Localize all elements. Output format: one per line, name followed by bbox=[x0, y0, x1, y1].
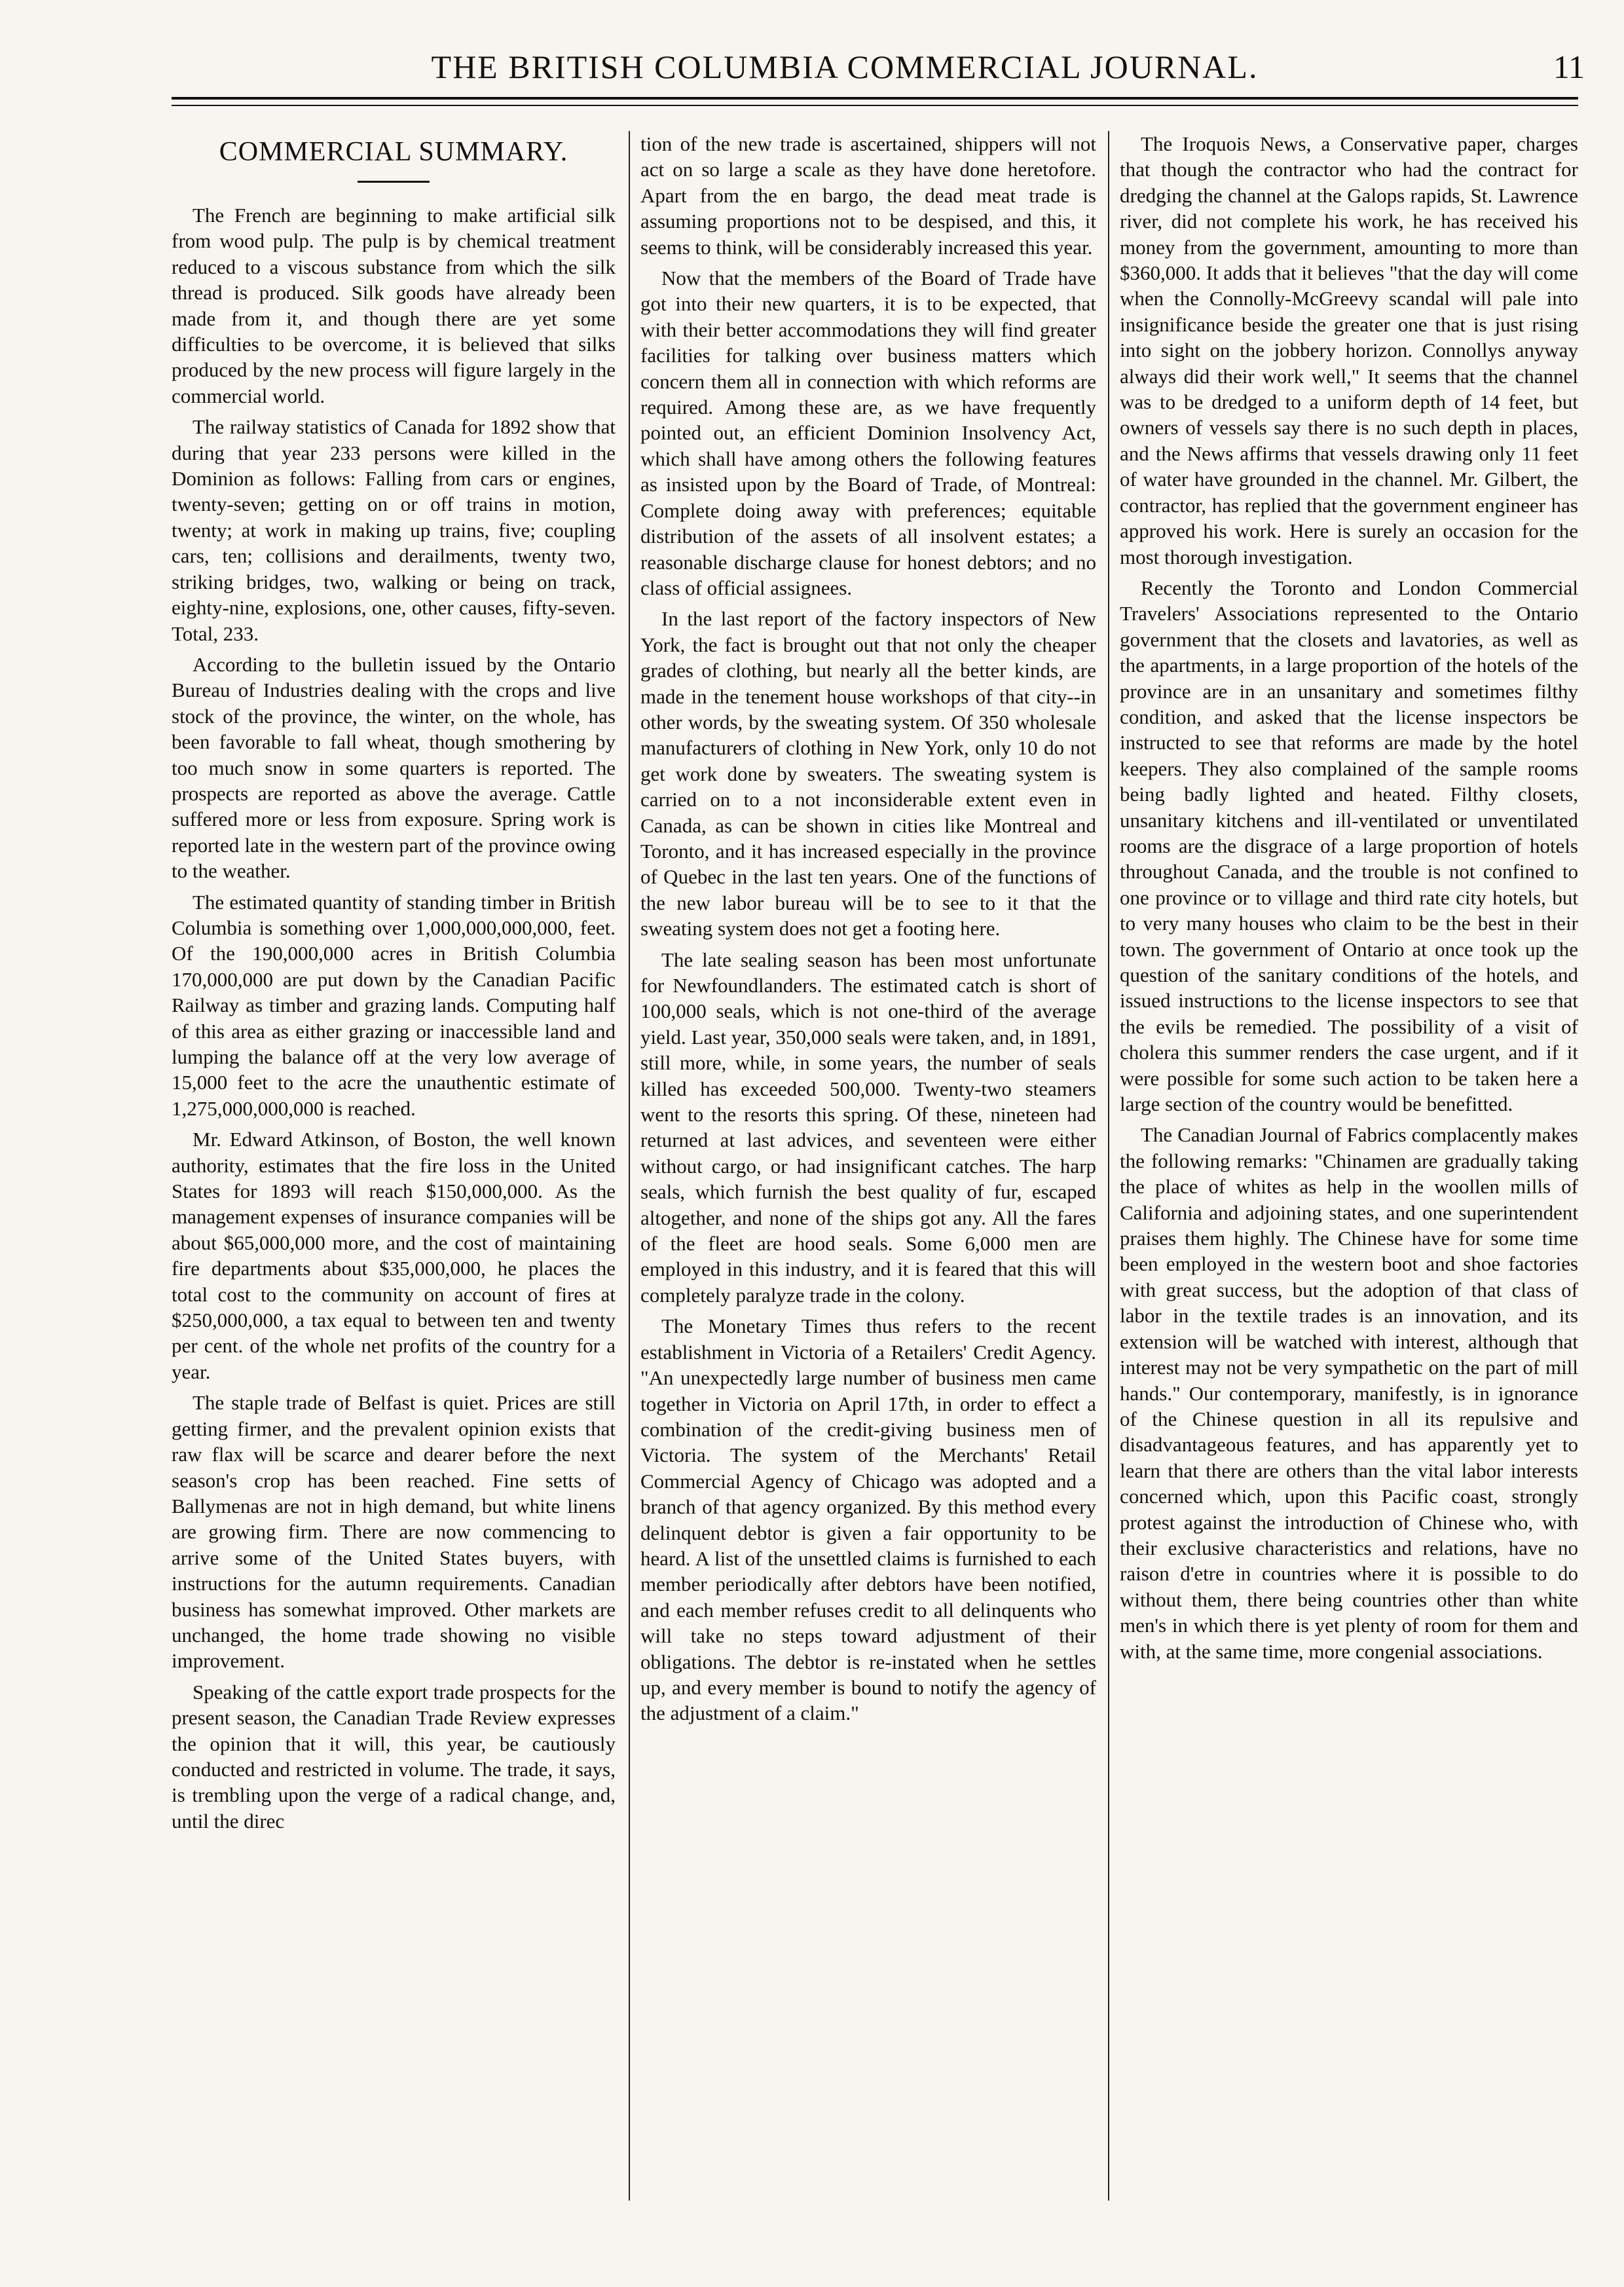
heading-rule bbox=[358, 181, 430, 183]
article-paragraph: Now that the members of the Board of Trade have got into their new quarters, it is to be expected, that with their better accommodations they will find greater facilities for talking over business matters which concern them all in connection with which reforms are required. Among these are, as we have frequently pointed out, an efficient Dominion Insolvency Act, which shall have among others the following features as insisted upon by the Board of Trade, of Montreal: Complete doing away with preferences; equitable distribution of the assets of all insolvent estates; a reasonable discharge clause for honest debtors; and no class of official assignees. bbox=[640, 267, 1096, 599]
article-paragraph: The late sealing season has been most unfortunate for Newfoundlanders. The estimated catch is short of 100,000 seals, which is not one-third of the average yield. Last year, 350,000 seals were taken, and, in 1891, still more, while, in some years, the number of seals killed has exceeded 500,000. Twenty-two steamers went to the resorts this spring. Of these, nineteen had returned at last advices, and seventeen were either without cargo, or had insignificant catches. The harp seals, which furnish the best quality of fur, escaped altogether, and none of the ships got any. All the fares of the fleet are hood seals. Some 6,000 men are employed in this industry, and it is feared that this will completely paralyze trade in the colony. bbox=[640, 948, 1096, 1307]
article-paragraph: Mr. Edward Atkinson, of Boston, the well known authority, estimates that the fire loss in the United States for 1893 will reach $150,000,000. As the management expenses of insurance companies will be about $65,000,000 more, and the cost of maintaining fire departments about $35,000,000, he places the total cost to the community on account of fires at $250,000,000, a tax equal to between ten and twenty per cent. of the whole net profits of the country for a year. bbox=[172, 1128, 616, 1383]
masthead-title: THE BRITISH COLUMBIA COMMERCIAL JOURNAL. bbox=[431, 48, 1259, 85]
column-divider-2 bbox=[1108, 131, 1109, 2201]
article-paragraph: Speaking of the cattle export trade prospects for the present season, the Canadian Trade Review expresses the opinion that it will, this year, be cautiously conducted and restricted in volume. The trade, it says, is trembling upon the verge of a radical change, and, until the direc bbox=[172, 1680, 616, 1832]
article-paragraph: tion of the new trade is ascertained, shippers will not act on so large a scale as they have done heretofore. Apart from the en bargo, the dead meat trade is assuming proportions not to be despised, and this, it seems to think, will be considerably increased this year. bbox=[640, 132, 1096, 259]
column-3 bbox=[1120, 131, 1578, 2187]
article-paragraph: In the last report of the factory inspectors of New York, the fact is brought out that not only the cheaper grades of clothing, but nearly all the better kinds, are made in the tenement house workshops of that city--in other words, by the sweating system. Of 350 wholesale manufacturers of clothing in New York, only 10 do not get work done by sweaters. The sweating system is carried on to a not inconsiderable extent even in Canada, as can be shown in cities like Montreal and Toronto, and it has increased especially in the province of Quebec in the last ten years. One of the functions of the new labor bureau will be to see to it that the sweating system does not get a footing here. bbox=[640, 607, 1096, 940]
header-rule-thick bbox=[172, 97, 1578, 100]
column-2 bbox=[640, 131, 1096, 2187]
section-heading: COMMERCIAL SUMMARY. bbox=[219, 137, 568, 167]
article-paragraph: Recently the Toronto and London Commercial Travelers' Associations represented to the Ontario government that the closets and lavatories, as well as the apartments, in a large proportion of the hotels of the province are in an unsanitary and sometimes filthy condition, and asked that the license inspectors be instructed to see that reforms are made by the hotel keepers. They also complained of the sample rooms being badly lighted and heated. Filthy closets, unsanitary kitchens and ill-ventilated or unventilated rooms are the disgrace of a large proportion of hotels throughout Canada, and the trouble is not confined to one province or to village and third rate city hotels, but to very many houses who claim to be the best in their town. The government of Ontario at once took up the question of the sanitary conditions of the hotels, and issued instructions to the license inspectors to see that the evils be remedied. The possibility of a visit of cholera this summer renders the case urgent, and if it were possible for some such action to be taken here a large section of the country would be benefitted. bbox=[1120, 576, 1578, 1116]
article-paragraph: The staple trade of Belfast is quiet. Prices are still getting firmer, and the prevalent opinion exists that raw flax will be scarce and dearer before the next season's crop has been reached. Fine setts of Ballymenas are not in high demand, but white linens are growing firm. There are now commencing to arrive some of the United States buyers, with instructions for the autumn requirements. Canadian business has somewhat improved. Other markets are unchanged, the home trade showing no visible improvement. bbox=[172, 1391, 616, 1673]
article-paragraph: The estimated quantity of standing timber in British Columbia is something over 1,000,000,000,000, feet. Of the 190,000,000 acres in British Columbia 170,000,000 are put down by the Canadian Pacific Railway as timber and grazing lands. Computing half of this area as either grazing or inaccessible land and lumping the balance off at the very low average of 15,000 feet to the acre the unauthentic estimate of 1,275,000,000,000 is reached. bbox=[172, 890, 616, 1120]
header-rule-thin bbox=[172, 105, 1578, 106]
article-paragraph: The Iroquois News, a Conservative paper, charges that though the contractor who had the contract for dredging the channel at the Galops rapids, St. Lawrence river, did not complete his work, he has received his money from the government, amounting to more than $360,000. It adds that it believes "that the day will come when the Connolly-McGreevy scandal will pale into insignificance beside the greater one that is just rising into sight on the jobbery horizon. Connollys anyway always did their work well," It seems that the channel was to be dredged to a uniform depth of 14 feet, but owners of vessels say there is no such depth in places, and the News affirms that vessels drawing only 11 feet of water have grounded in the channel. Mr. Gilbert, the contractor, has replied that the government engineer has approved his work. Here is surely an occasion for the most thorough investigation. bbox=[1120, 132, 1578, 568]
article-paragraph: The Canadian Journal of Fabrics complacently makes the following remarks: "Chinamen are gradually taking the place of whites as help in the woollen mills of California and adjoining states, and one superintendent praises them highly. The Chinese have for some time been employed in the western boot and shoe factories with great success, but the adoption of that class of labor in the textile trades is an innovation, and its extension will be watched with interest, although that interest may not be very sympathetic on the part of mill hands." Our contemporary, manifestly, is in ignorance of the Chinese question in all its repulsive and disadvantageous features, and has apparently yet to learn that there are others than the vital labor interests concerned which, upon this Pacific coast, strongly protest against the introduction of Chinese who, with their exclusive characteristics and relations, have no raison d'etre in countries where it is possible to do without them, there being countries other than white men's in which there is yet plenty of room for them and with, at the same time, more congenial associations. bbox=[1120, 1123, 1578, 1663]
article-paragraph: The Monetary Times thus refers to the recent establishment in Victoria of a Retailers' Credit Agency. "An unexpectedly large number of business men came together in Victoria on April 17th, in order to effect a combination of the credit-giving business men of Victoria. The system of the Merchants' Retail Commercial Agency of Chicago was adopted and a branch of that agency organized. By this method every delinquent debtor is given a fair opportunity to be heard. A list of the unsettled claims is furnished to each member periodically after debtors have been notified, and each member refuses credit to all delinquents who will take no steps toward adjustment of their obligations. The debtor is re-instated when he settles up, and every member is bound to notify the agency of the adjustment of a claim." bbox=[640, 1314, 1096, 1725]
article-paragraph: The railway statistics of Canada for 1892 show that during that year 233 persons were killed in the Dominion as follows: Falling from cars or engines, twenty-seven; getting on or off trains in motion, twenty; at work in making up trains, five; coupling cars, ten; collisions and derailments, twenty two, striking bridges, two, walking or being on track, eighty-nine, explosions, one, other causes, fifty-seven. Total, 233. bbox=[172, 415, 616, 645]
column-divider-1 bbox=[629, 131, 630, 2201]
article-paragraph: The French are beginning to make artificial silk from wood pulp. The pulp is by chemical treatment reduced to a viscous substance from which the silk thread is produced. Silk goods have already been made from it, and though there are yet some difficulties to be overcome, it is believed that silks produced by the new process will figure largely in the commercial world. bbox=[172, 204, 616, 407]
article-paragraph: According to the bulletin issued by the Ontario Bureau of Industries dealing with the crops and live stock of the province, the winter, on the whole, has been favorable to fall wheat, though smothering by too much snow in some quarters is reported. The prospects are reported as above the average. Cattle suffered more or less from exposure. Spring work is reported late in the western part of the province owing to the weather. bbox=[172, 652, 616, 883]
page-number: 11 bbox=[1553, 48, 1585, 85]
column-1 bbox=[172, 131, 616, 2187]
